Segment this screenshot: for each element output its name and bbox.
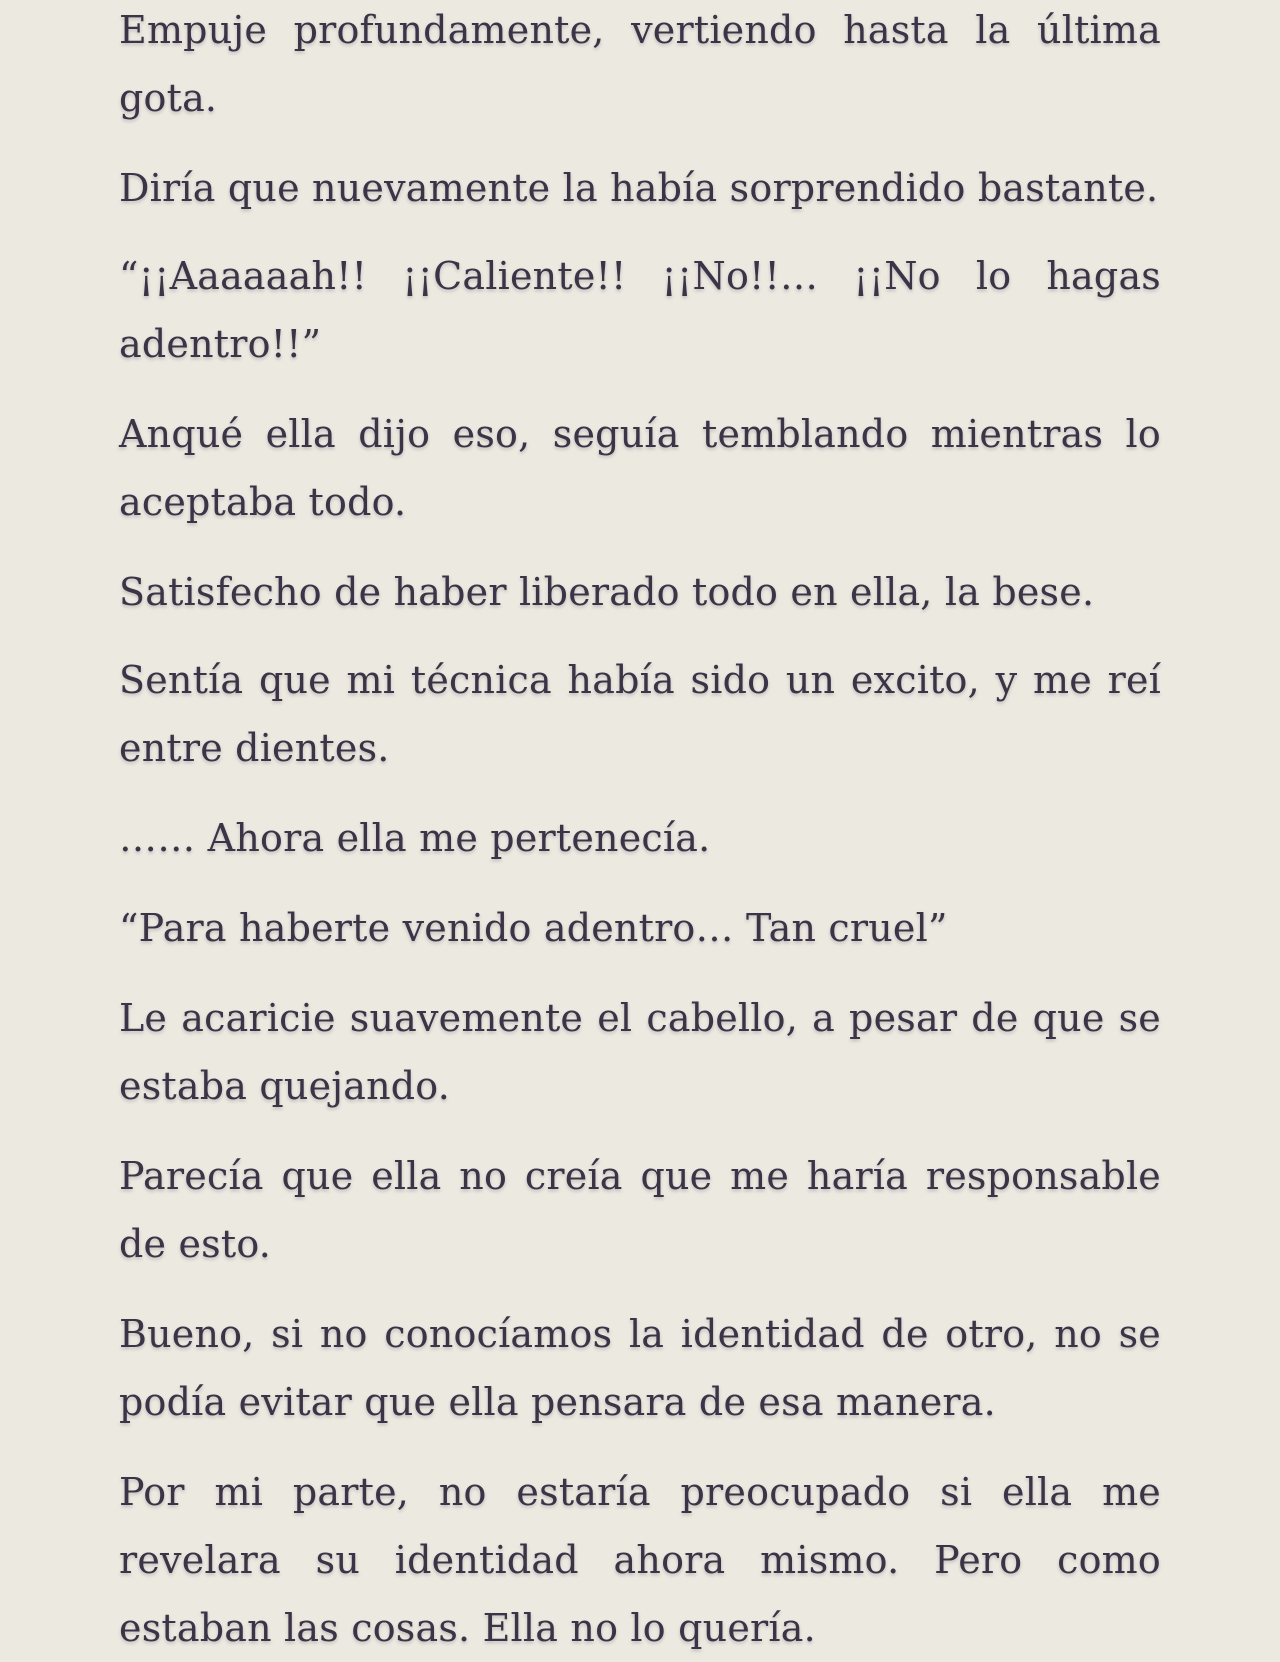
paragraph: Anqué ella dijo eso, seguía temblando mientras lo aceptaba todo. — [119, 412, 1161, 524]
paragraph: …… Ahora ella me pertenecía. — [119, 816, 711, 860]
paragraph: Le acaricie suavemente el cabello, a pesar de que se estaba quejando. — [119, 996, 1161, 1108]
paragraph: Sentía que mi técnica había sido un excito, y me reí entre dientes. — [119, 658, 1161, 770]
paragraph: Parecía que ella no creía que me haría responsable de esto. — [119, 1154, 1161, 1266]
paragraph: Empuje profundamente, vertiendo hasta la última gota. — [119, 8, 1161, 120]
paragraph: Satisfecho de haber liberado todo en ella, la bese. — [119, 570, 1095, 614]
paragraph: “Para haberte venido adentro… Tan cruel” — [119, 906, 948, 950]
paragraph: Por mi parte, no estaría preocupado si ella me revelara su identidad ahora mismo. Pero como estaban las cosas. Ella no lo quería. — [119, 1470, 1161, 1650]
paragraph: Diría que nuevamente la había sorprendido bastante. — [119, 166, 1159, 210]
paragraph: Bueno, si no conocíamos la identidad de otro, no se podía evitar que ella pensara de esa manera. — [119, 1312, 1161, 1424]
paragraph: “¡¡Aaaaaah!! ¡¡Caliente!! ¡¡No!!… ¡¡No lo hagas adentro!!” — [119, 254, 1161, 366]
